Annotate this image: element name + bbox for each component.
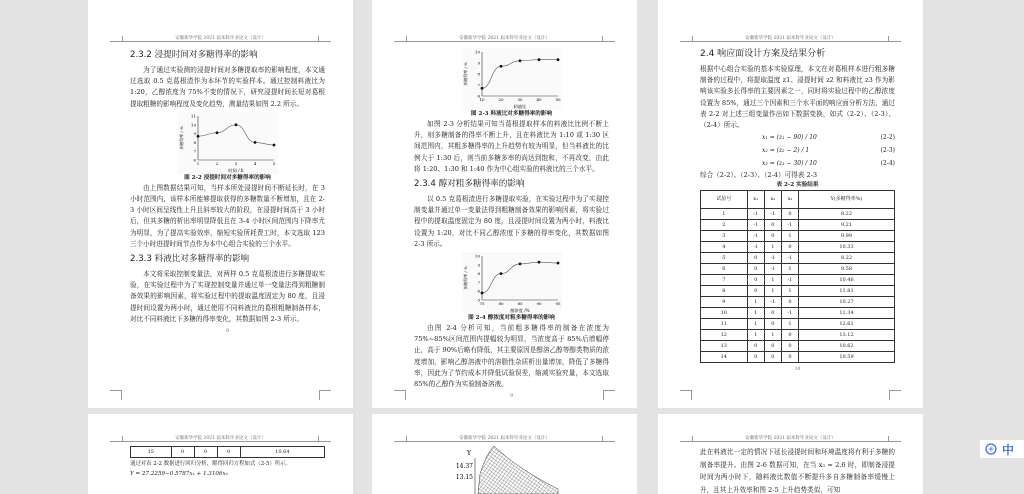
table-cell: 0 bbox=[747, 341, 764, 352]
table-cell: 1 bbox=[747, 297, 764, 308]
table-cell: 0 bbox=[781, 209, 798, 220]
y-tick-label: 8 bbox=[476, 71, 480, 77]
data-point bbox=[499, 65, 502, 68]
paragraph: 由上图数据结果可知，当样本所处浸提时间不断延长时，在 3 小时范围内，该样本所能够提取获得的多糖数量不断增加，且在 2-3 小时区间呈线性上升且斜率较大的阶段，在浸提时间高于 3 小时后，但其多糖的析出率明显降低且在 3-4 小时区间范围内下降率尤为明显，为了提高实验效率，缩短实验所耗费工时，本文选取 123 三个小时进提时间节点作为本中心组合实验的三个水平。 bbox=[130, 183, 325, 248]
page-header: 安徽新华学院 2021 届本科毕业论文（设计） bbox=[459, 436, 550, 441]
table-cell: -1 bbox=[764, 253, 781, 264]
column-header: 试验号 bbox=[701, 191, 748, 209]
table-cell: 13 bbox=[701, 341, 748, 352]
page-number: 10 bbox=[794, 367, 801, 373]
paragraph: 通过对表 2-2 数据进行回归分析，解得回归方程如式（2-5）所示。 bbox=[130, 461, 291, 467]
y-tick-label: 9 bbox=[476, 60, 480, 66]
page-header: 安徽新华学院 2021 届本科毕业论文（设计） bbox=[175, 36, 266, 41]
table-cell: 11.81 bbox=[798, 286, 894, 297]
table-cell: 4 bbox=[701, 242, 748, 253]
table-cell: -1 bbox=[781, 253, 798, 264]
x-tick-label: 40 bbox=[535, 97, 542, 102]
y-tick-label: 11 bbox=[190, 113, 196, 119]
column-header: x₁ bbox=[747, 191, 764, 209]
table-cell: 1 bbox=[781, 264, 798, 275]
page-body bbox=[700, 45, 895, 373]
data-point bbox=[234, 123, 237, 126]
header-line bbox=[122, 36, 319, 42]
paragraph: 由图 2-4 分析可知，当前粗多糖得率的制备在浓度为 75%~85%区间范围内提幅较为明显，当浓度高于 85%后增幅停止，高于 90%后略有降低，其主要原因是醇溶乙醇等醇类物质的浓度增加，影响乙醇溶液中的溶脂性杂质析出量增加，降低了多糖得率，因此为了节约成本并降低试验误差，缩减实验究量，本文选取 85%的乙醇作为实验制备溶液。 bbox=[414, 324, 609, 389]
table-row bbox=[701, 264, 895, 275]
y-tick-label: 10 bbox=[474, 253, 480, 259]
table-cell: 1 bbox=[747, 308, 764, 319]
equation-number: (2-3) bbox=[880, 147, 895, 155]
table-cell: -1 bbox=[764, 297, 781, 308]
x-axis-label: 醇浓度 /% bbox=[509, 308, 530, 314]
table-cell: 8.22 bbox=[798, 253, 894, 264]
table-cell: -1 bbox=[781, 308, 798, 319]
table-row bbox=[701, 330, 895, 341]
response-surface-3d-chart bbox=[452, 444, 562, 494]
table-cell: -1 bbox=[747, 231, 764, 242]
z-tick-label: 13.15 bbox=[455, 474, 473, 481]
paragraph: 此在料液比一定的情况下延长浸提时间和环境温度将有利于多糖的制备率提升。由图 2-6 数据可知，在当 x₃ = 2.6 时，即制备浸提时间为两小时下，随料液比数值不断提升多自多糖制备率缓慢上升，且其上升效率和图 2-5 上升趋势类似，可知 bbox=[700, 448, 895, 494]
paragraph: 本文将采取控制变量法，对两样 0.5 克葛根渣进行多糖提取实验，在实验过程中为了实现控制变量并通过单一变量法得到粗糖制备效果的影响因素，将实验过程中的提取温度固定为 80 度，且浸提时间设置为两小时，通过使用不同料液比的葛根粗糖制备样本，对比不同料液比下多糖的得率变化，其数据如图 2-3 所示。 bbox=[130, 270, 325, 323]
table-cell: 10.33 bbox=[798, 242, 894, 253]
page-corner-mark bbox=[680, 390, 692, 400]
data-point bbox=[215, 131, 218, 134]
data-point bbox=[480, 87, 483, 90]
table-cell: -1 bbox=[781, 220, 798, 231]
table-cell: 1 bbox=[764, 275, 781, 286]
table-cell: 3 bbox=[701, 231, 748, 242]
table-cell: 0 bbox=[764, 220, 781, 231]
section-heading: 2.3.4 醇对粗多糖得率的影响 bbox=[414, 179, 525, 190]
data-point bbox=[499, 272, 502, 275]
x-tick-label: 75 bbox=[478, 301, 485, 307]
table-cell: 12.61 bbox=[798, 319, 894, 330]
y-axis-label: 多糖得率 / % bbox=[462, 62, 468, 86]
header-line bbox=[692, 436, 889, 442]
x-tick-label: 2 bbox=[215, 160, 218, 166]
page-header: 安徽新华学院 2021 届本科毕业论文（设计） bbox=[175, 436, 266, 441]
y-tick-label: 9 bbox=[192, 130, 196, 136]
table-cell: 0 bbox=[217, 447, 240, 458]
column-header: x₂ bbox=[764, 191, 781, 209]
equation: x₃ = (z₃ − 30) / 10 bbox=[762, 160, 817, 168]
table-cell: 0 bbox=[747, 264, 764, 275]
equation-row bbox=[700, 131, 895, 144]
table-cell: 10.64 bbox=[240, 447, 324, 458]
table-caption: 表 2-2 实验结果 bbox=[776, 182, 819, 189]
x-tick-label: 85 bbox=[516, 301, 523, 307]
table-cell: 0 bbox=[764, 341, 781, 352]
chart-figure-2-3 bbox=[462, 48, 562, 110]
z-tick-label: 14.37 bbox=[455, 463, 473, 470]
table-cell: 0 bbox=[781, 341, 798, 352]
table-cell: 10.46 bbox=[798, 275, 894, 286]
page-corner-mark bbox=[603, 390, 615, 400]
y-tick-label: 9 bbox=[476, 262, 480, 268]
table-cell: 8.22 bbox=[798, 209, 894, 220]
document-page bbox=[372, 0, 637, 408]
table-cell: 1 bbox=[781, 319, 798, 330]
y-tick-label: 7 bbox=[476, 279, 480, 285]
y-tick-label: 7 bbox=[192, 148, 196, 154]
y-tick-label: 10 bbox=[190, 122, 196, 128]
section-heading: 2.3.3 料液比对多糖得率的影响 bbox=[130, 254, 250, 265]
table-cell: 0 bbox=[764, 352, 781, 363]
table-cell: 0 bbox=[747, 286, 764, 297]
paragraph: 以 0.5 克葛根渣进行多糖提取实验，在实验过程中为了实现控制变量并通过单一变量法得到粗糖制备效果的影响因素，将实验过程中的提取温度固定为 80 度，且浸提时间设置为两小时，料液比设置为 1:20，对比不同乙醇浓度下多糖的得率变化，其数据如图 2-3 所示。 bbox=[414, 195, 609, 248]
header-line bbox=[122, 436, 319, 442]
section-heading: 2.3.2 浸提时间对多糖得率的影响 bbox=[130, 50, 258, 60]
table-cell: 10.59 bbox=[798, 352, 894, 363]
table-cell: 10 bbox=[701, 308, 748, 319]
chart-figure-2-2 bbox=[178, 112, 278, 174]
table-cell: 10.62 bbox=[798, 341, 894, 352]
results-table bbox=[700, 190, 895, 363]
table-row bbox=[701, 209, 895, 220]
table-cell: 1 bbox=[747, 330, 764, 341]
data-point bbox=[556, 262, 559, 265]
x-tick-label: 30 bbox=[516, 97, 523, 102]
table-cell: 7 bbox=[701, 275, 748, 286]
section-heading: 2.4 响应面设计方案及结果分析 bbox=[700, 49, 826, 59]
table-cell: 0 bbox=[764, 308, 781, 319]
data-point bbox=[272, 143, 275, 146]
table-cell: 1 bbox=[747, 319, 764, 330]
page-header: 安徽新华学院 2021 届本科毕业论文（设计） bbox=[745, 436, 836, 441]
table-row bbox=[701, 319, 895, 330]
data-point bbox=[556, 58, 559, 61]
table-cell: 0 bbox=[781, 242, 798, 253]
table-cell: -1 bbox=[747, 209, 764, 220]
table-cell: 14 bbox=[701, 352, 748, 363]
table-cell: 0 bbox=[781, 330, 798, 341]
ime-language-toggle[interactable]: 中 bbox=[1002, 442, 1015, 457]
page-body bbox=[414, 46, 609, 400]
equation: x₁ = (z₁ − 90) / 10 bbox=[762, 134, 817, 142]
table-row bbox=[701, 220, 895, 231]
document-page bbox=[658, 414, 923, 494]
page-corner-mark bbox=[319, 390, 331, 400]
table-header-row bbox=[701, 191, 895, 209]
equation: x₂ = (z₂ − 2) / 1 bbox=[762, 147, 810, 155]
table-cell: -1 bbox=[747, 220, 764, 231]
paragraph: 综合（2-2）、（2-3）、（2-4）可得表 2-3 bbox=[700, 171, 818, 180]
chart-figure-2-4 bbox=[462, 252, 562, 314]
table-cell: 8 bbox=[701, 286, 748, 297]
document-page bbox=[88, 414, 353, 494]
document-page bbox=[88, 0, 353, 408]
document-page bbox=[658, 0, 923, 408]
table-cell: 9 bbox=[701, 297, 748, 308]
page-corner-mark bbox=[394, 390, 406, 400]
table-cell: 5 bbox=[701, 253, 748, 264]
results-table-continued bbox=[130, 446, 325, 458]
table-cell: 1 bbox=[764, 286, 781, 297]
table-cell: 1 bbox=[764, 242, 781, 253]
x-tick-label: 50 bbox=[554, 97, 561, 102]
table-cell: 0 bbox=[781, 352, 798, 363]
header-line bbox=[692, 36, 889, 42]
table-row bbox=[701, 242, 895, 253]
column-header: Y(多糖得率%) bbox=[798, 191, 894, 209]
table-cell: 9.58 bbox=[798, 264, 894, 275]
table-row bbox=[701, 253, 895, 264]
data-point bbox=[480, 292, 483, 295]
x-tick-label: 95 bbox=[554, 301, 561, 307]
x-tick-label: 5 bbox=[272, 160, 275, 166]
paragraph: 如图 2-3 分析结果可知当葛根提取样本的料液比比例不断上升，则多糖制备的得率不断上升，且在料液比为 1:10 或 1:30 区间范围内，其粗多糖得率的上升趋势有较为明显，但当料液比的比例大于 1:30 后，则当前多糖多率的尚达到饱和，不再改变，由此将 1:20、1:30 和 1:40 作为中心组实验的料液比的三个水平。 bbox=[414, 120, 609, 173]
page-number: 8 bbox=[226, 329, 229, 335]
table-cell: -1 bbox=[764, 264, 781, 275]
data-point bbox=[537, 58, 540, 61]
table-cell: -1 bbox=[747, 242, 764, 253]
page-body bbox=[130, 46, 325, 335]
table-cell: 9.99 bbox=[798, 231, 894, 242]
ime-logo-icon[interactable] bbox=[985, 443, 997, 455]
data-point bbox=[518, 263, 521, 266]
x-axis-label: 料液比 bbox=[513, 104, 526, 109]
table-row bbox=[701, 352, 895, 363]
table-row bbox=[701, 275, 895, 286]
y-tick-label: 6 bbox=[476, 288, 480, 294]
table-cell: 0 bbox=[747, 352, 764, 363]
z-axis-label: Y bbox=[467, 450, 471, 457]
table-cell: 0 bbox=[781, 297, 798, 308]
x-tick-label: 1 bbox=[196, 160, 199, 166]
page-corner-mark bbox=[110, 390, 122, 400]
page-number: 9 bbox=[510, 394, 513, 400]
table-cell: 11.34 bbox=[798, 308, 894, 319]
page-body bbox=[130, 446, 325, 479]
paragraph: 根据中心组合实验的基本实验原理，本文在对葛根样本进行粗多糖制备的过程中，将提取温度 z1、浸提时间 z2 和料液比 z3 作为影响该实验多长得率的主要因素之一，同时将实验过程中的乙醇浓度设置为 85%，通过三个因素和三个水平面的响应面分析方法，通过表 2-2 对上述三组变量作出如下数据变换，如式（2-2）、（2-3）、（2-4）所示。 bbox=[700, 65, 895, 130]
y-tick-label: 8 bbox=[192, 139, 196, 145]
equation-number: (2-4) bbox=[880, 160, 895, 168]
data-point bbox=[196, 135, 199, 138]
ime-toolbar[interactable] bbox=[980, 440, 1024, 458]
table-row bbox=[701, 286, 895, 297]
header-line bbox=[406, 36, 603, 42]
table-cell: 13.12 bbox=[798, 330, 894, 341]
table-row bbox=[701, 308, 895, 319]
equation-number: (2-2) bbox=[880, 134, 895, 142]
table-row bbox=[701, 231, 895, 242]
y-tick-label: 6 bbox=[476, 93, 480, 99]
x-tick-label: 10 bbox=[478, 97, 485, 102]
y-axis-label: 多糖得率 / % bbox=[178, 125, 184, 150]
table-cell: -1 bbox=[764, 209, 781, 220]
page-corner-mark bbox=[889, 390, 901, 400]
y-tick-label: 8 bbox=[476, 271, 480, 277]
figure-caption: 图 2-2 浸提时间对多糖得率的影响 bbox=[184, 174, 271, 181]
table-cell: 0 bbox=[171, 447, 194, 458]
x-tick-label: 80 bbox=[497, 301, 504, 307]
page-header: 安徽新华学院 2021 届本科毕业论文（设计） bbox=[459, 36, 550, 41]
table-cell: 11 bbox=[701, 319, 748, 330]
page-header: 安徽新华学院 2021 届本科毕业论文（设计） bbox=[745, 36, 836, 41]
paragraph: 为了通过实验测的浸提时间对多糖提取率的影响程度，本文通过选取 0.5 克葛根渣作为本环节的实验样本。通过控制料液比为 1:20，乙醇浓度为 75%不变的情况下，研究浸提时间长短对葛根提取粗糖的影响程度及变化趋势，测量结果如图 2.2 所示。 bbox=[130, 66, 325, 108]
document-page bbox=[372, 414, 637, 494]
table-cell: 12 bbox=[701, 330, 748, 341]
table-cell: 15 bbox=[131, 447, 172, 458]
table-row bbox=[701, 297, 895, 308]
table-cell: 0 bbox=[747, 275, 764, 286]
table-cell: 0 bbox=[194, 447, 217, 458]
page-body bbox=[700, 446, 895, 494]
y-tick-label: 5 bbox=[476, 297, 480, 303]
x-tick-label: 20 bbox=[497, 97, 504, 102]
table-row bbox=[131, 447, 325, 458]
data-point bbox=[518, 59, 521, 62]
table-cell: 0 bbox=[764, 319, 781, 330]
column-header: x₃ bbox=[781, 191, 798, 209]
table-cell: 1 bbox=[764, 330, 781, 341]
regression-equation: Y = 27.2259−0.5787x₁ + 1.3106x₂ bbox=[130, 471, 228, 477]
table-cell: 1 bbox=[781, 231, 798, 242]
header-line bbox=[406, 436, 603, 442]
equation-row bbox=[700, 157, 895, 170]
figure-caption: 图 2-3 料液比对多糖得率的影响 bbox=[470, 111, 553, 117]
table-cell: 0 bbox=[747, 253, 764, 264]
table-cell: 9.21 bbox=[798, 220, 894, 231]
table-cell: 10.27 bbox=[798, 297, 894, 308]
figure-caption: 图 2-4 醇浓度对粗多糖得率的影响 bbox=[468, 315, 555, 322]
table-cell: 1 bbox=[781, 286, 798, 297]
chart-background bbox=[462, 48, 562, 110]
x-tick-label: 3 bbox=[234, 160, 237, 166]
table-row bbox=[701, 341, 895, 352]
x-tick-label: 4 bbox=[253, 160, 256, 166]
data-point bbox=[537, 261, 540, 264]
x-tick-label: 90 bbox=[535, 301, 542, 307]
table-cell: -1 bbox=[781, 275, 798, 286]
data-point bbox=[253, 141, 256, 144]
equation-row bbox=[700, 144, 895, 157]
y-axis-label: 多糖得率 / % bbox=[462, 266, 468, 290]
table-cell: 1 bbox=[701, 209, 748, 220]
table-cell: 2 bbox=[701, 220, 748, 231]
table-cell: 6 bbox=[701, 264, 748, 275]
table-cell: 0 bbox=[764, 231, 781, 242]
x-axis-label: 时间 / h bbox=[227, 167, 244, 173]
y-tick-label: 10 bbox=[474, 49, 480, 55]
y-tick-label: 7 bbox=[476, 82, 480, 88]
y-tick-label: 6 bbox=[192, 157, 196, 163]
